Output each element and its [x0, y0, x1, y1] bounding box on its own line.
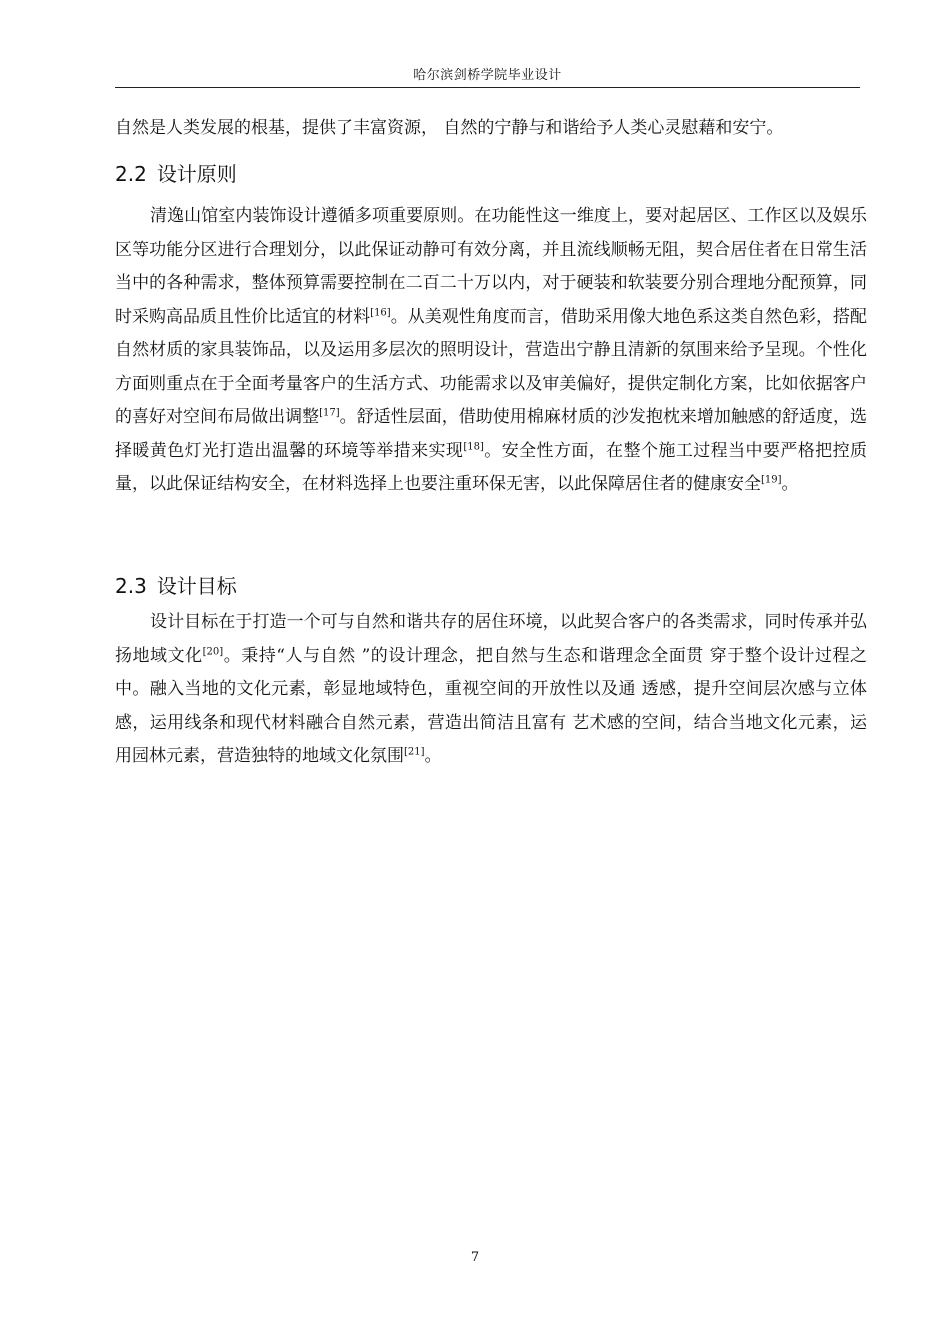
- page-header: 哈尔滨剑桥学院毕业设计: [413, 68, 562, 83]
- continuation-paragraph: 自然是人类发展的根基，提供了丰富资源， 自然的宁静与和谐给予人类心灵慰藉和安宁。: [115, 118, 784, 138]
- paragraph-text: 。从美观性角度而言，借助采用像大地色系这类自然色彩，搭配自然材质的家具装饰品，以及运用多层次的照明设计，营造出宁静且清新的氛围来给予呈现。个性化方面则重点在于全面考量客户的生活方式、功能需求以及审美偏好，提供定制化方案，比如依据客户的喜好对空间布局做出调整: [115, 306, 868, 427]
- page-number: 7: [470, 1250, 480, 1265]
- paragraph-text: 设计目标在于打造一个可与自然和谐共存的居住环境，以此契合客户的各类需求，同时传承并弘扬地域文化: [115, 612, 867, 666]
- section-heading-2-2: [115, 158, 237, 187]
- citation-ref: [19]: [761, 474, 782, 486]
- paragraph-text: 。安全性方面，在整个施工过程当中要严格把控质量，以此保证结构安全，在材料选择上也要注重环保无害，以此保障居住者的健康安全: [115, 440, 868, 494]
- section-number: 2.3: [115, 574, 147, 598]
- section-heading-2-3: [115, 570, 237, 599]
- paragraph-text: 清逸山馆室内装饰设计遵循多项重要原则。在功能性这一维度上，要对起居区、工作区以及娱乐区等功能分区进行合理划分，以此保证动静可有效分离，并且流线顺畅无阻，契合居住者在日常生活当中的各种需求，整体预算需要控制在二百二十万以内，对于硬装和软装要分别合理地分配预算，同时采购高品质且性价比适宜的材料: [115, 206, 867, 327]
- paragraph-text: 。秉持“人与自然 ”的设计理念，把自然与生态和谐理念全面贯 穿于整个设计过程之中。融入当地的文化元素，彰显地域特色，重视空间的开放性以及通 透感，提升空间层次感与立体感，运用线条和现代材料融合自然元素，营造出简洁且富有 艺术感的空间，结合当地文化元素，运用园林元素，营造独特的地域文化氛围: [115, 645, 867, 766]
- section-number: 2.2: [115, 162, 147, 186]
- section-2-2-paragraph: [115, 200, 867, 502]
- citation-ref: [17]: [319, 407, 340, 419]
- citation-ref: [21]: [404, 746, 425, 758]
- paragraph-text: 。: [424, 746, 442, 766]
- citation-ref: [18]: [463, 440, 484, 452]
- header-rule: [115, 87, 860, 88]
- section-2-3-paragraph: [115, 606, 867, 774]
- paragraph-text: 。舒适性层面，借助使用棉麻材质的沙发抱枕来增加触感的舒适度，选择暖黄色灯光打造出温馨的环境等举措来实现: [115, 407, 868, 461]
- paragraph-text: 。: [781, 474, 799, 494]
- section-title: 设计目标: [156, 574, 237, 598]
- citation-ref: [16]: [370, 306, 391, 318]
- section-title: 设计原则: [156, 162, 237, 186]
- citation-ref: [20]: [202, 645, 224, 657]
